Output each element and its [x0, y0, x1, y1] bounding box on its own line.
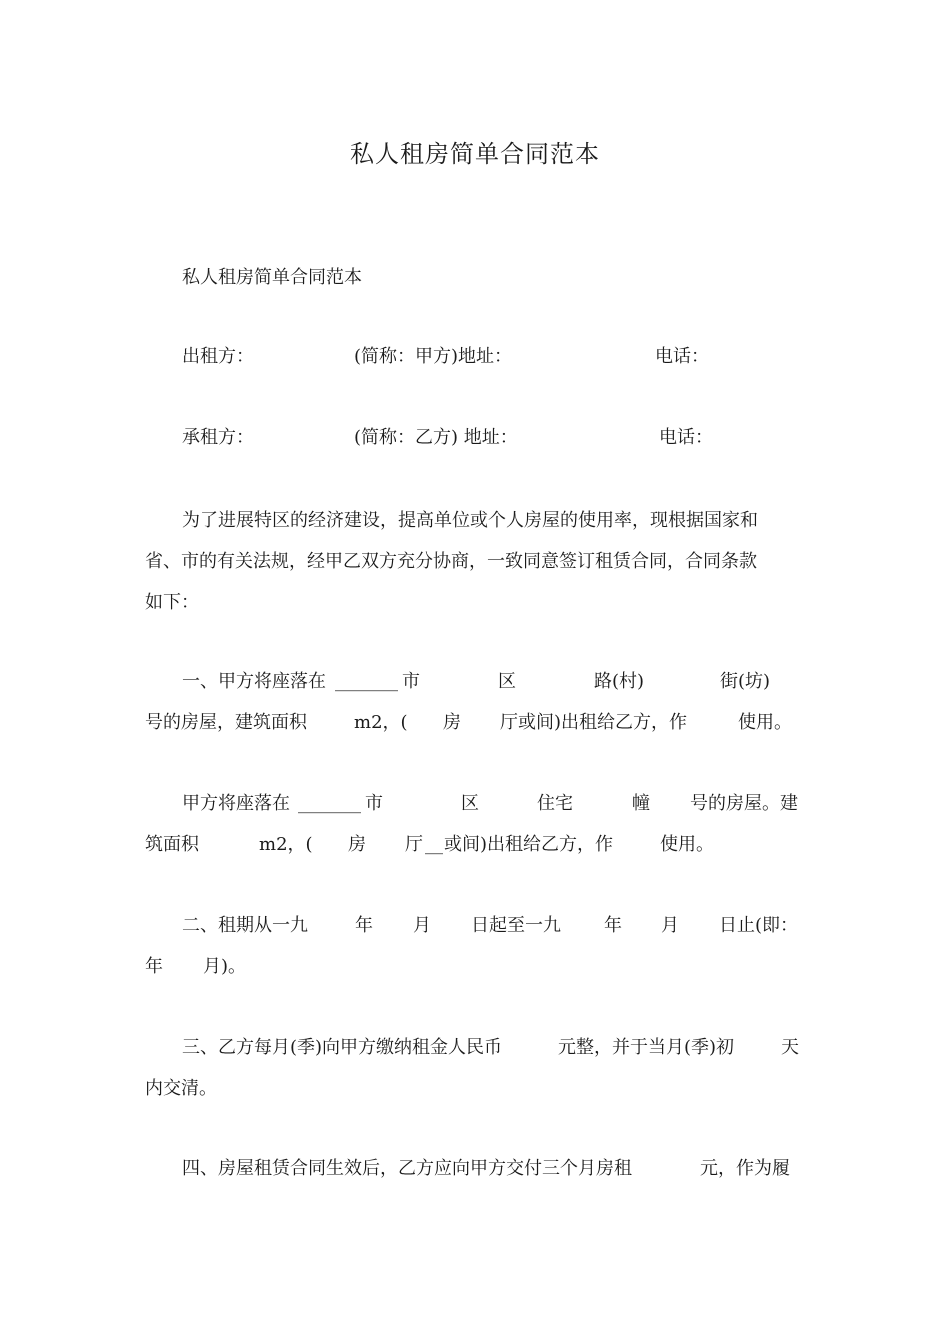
clause-1b-line-2	[0, 833, 950, 857]
clause-2-text: 二、租期从一九	[182, 915, 308, 936]
document-subtitle: 私人租房简单合同范本	[182, 267, 362, 288]
clause-1b-building: 幢	[632, 793, 650, 814]
clause-1-text: 一、甲方将座落在	[182, 671, 326, 692]
clause-1-rooms: 房	[443, 712, 461, 733]
clause-3-line-1	[0, 1036, 950, 1060]
party-a-abbr-address: (简称：甲方)地址：	[354, 346, 513, 367]
clause-1-hall: 厅或间)出租给乙方，作	[500, 712, 688, 733]
clause-1b-m2: m2，(	[259, 834, 313, 855]
clause-3-amount: 元整，并于当月(季)初	[558, 1037, 735, 1058]
clause-2-year-1: 年	[355, 915, 373, 936]
clause-1-line-1	[0, 670, 950, 694]
clause-2-year-2: 年	[604, 915, 622, 936]
party-b-line	[0, 426, 950, 450]
clause-2-line-1	[0, 914, 950, 938]
clause-1b-residence: 住宅	[537, 793, 573, 814]
clause-4-deposit: 元，作为履	[700, 1158, 790, 1179]
clause-1b-rooms: 房	[348, 834, 366, 855]
intro-line-1: 为了进展特区的经济建设，提高单位或个人房屋的使用率，现根据国家和	[182, 510, 758, 531]
clause-2-month-1: 月	[413, 915, 431, 936]
intro-line-2: 省、市的有关法规，经甲乙双方充分协商，一致同意签订租赁合同，合同条款	[145, 551, 757, 572]
clause-1b-blank: _______	[298, 793, 361, 814]
clause-3-text: 三、乙方每月(季)向甲方缴纳租金人民币	[182, 1037, 503, 1058]
clause-2-day-to: 日止(即：	[719, 915, 799, 936]
clause-1b-number: 号的房屋。建	[690, 793, 798, 814]
clause-1b-lease-text: 或间)出租给乙方，作	[444, 834, 614, 855]
clause-2-years: 年	[145, 956, 163, 977]
clause-2-day-from: 日起至一九	[471, 915, 561, 936]
clause-1b-hall-blank: __	[425, 834, 443, 855]
clause-1-road: 路(村)	[594, 671, 645, 692]
party-a-phone: 电话：	[655, 346, 709, 367]
clause-1-m2: m2，(	[354, 712, 408, 733]
party-a-role: 出租方：	[182, 346, 254, 367]
clause-4-text: 四、房屋租赁合同生效后，乙方应向甲方交付三个月房租	[182, 1158, 632, 1179]
clause-1b-area-label: 筑面积	[145, 834, 199, 855]
clause-1-blank: _______	[335, 671, 398, 692]
party-a-line	[0, 345, 950, 369]
clause-1-area-label: 号的房屋，建筑面积	[145, 712, 307, 733]
clause-1-use: 使用。	[738, 712, 792, 733]
document-title: 私人租房简单合同范本	[350, 140, 600, 168]
intro-line-3: 如下：	[145, 592, 199, 613]
clause-2-months: 月)。	[203, 956, 247, 977]
party-b-phone: 电话：	[659, 427, 713, 448]
clause-3-days: 天	[781, 1037, 799, 1058]
clause-1-district: 区	[498, 671, 516, 692]
clause-3-line-2: 内交清。	[145, 1078, 217, 1099]
clause-2-line-2	[0, 955, 950, 979]
party-b-abbr-address: (简称：乙方) 地址：	[354, 427, 518, 448]
clause-1b-text: 甲方将座落在	[182, 793, 290, 814]
party-b-role: 承租方：	[182, 427, 254, 448]
clause-1b-city: 市	[365, 793, 383, 814]
clause-4-line-1	[0, 1157, 950, 1181]
clause-1-street: 街(坊)	[720, 671, 771, 692]
clause-2-month-2: 月	[661, 915, 679, 936]
clause-1b-use: 使用。	[660, 834, 714, 855]
clause-1b-hall: 厅	[405, 834, 423, 855]
clause-1b-district: 区	[461, 793, 479, 814]
clause-1b-line-1	[0, 792, 950, 816]
clause-1-line-2	[0, 711, 950, 735]
clause-1-city: 市	[402, 671, 420, 692]
